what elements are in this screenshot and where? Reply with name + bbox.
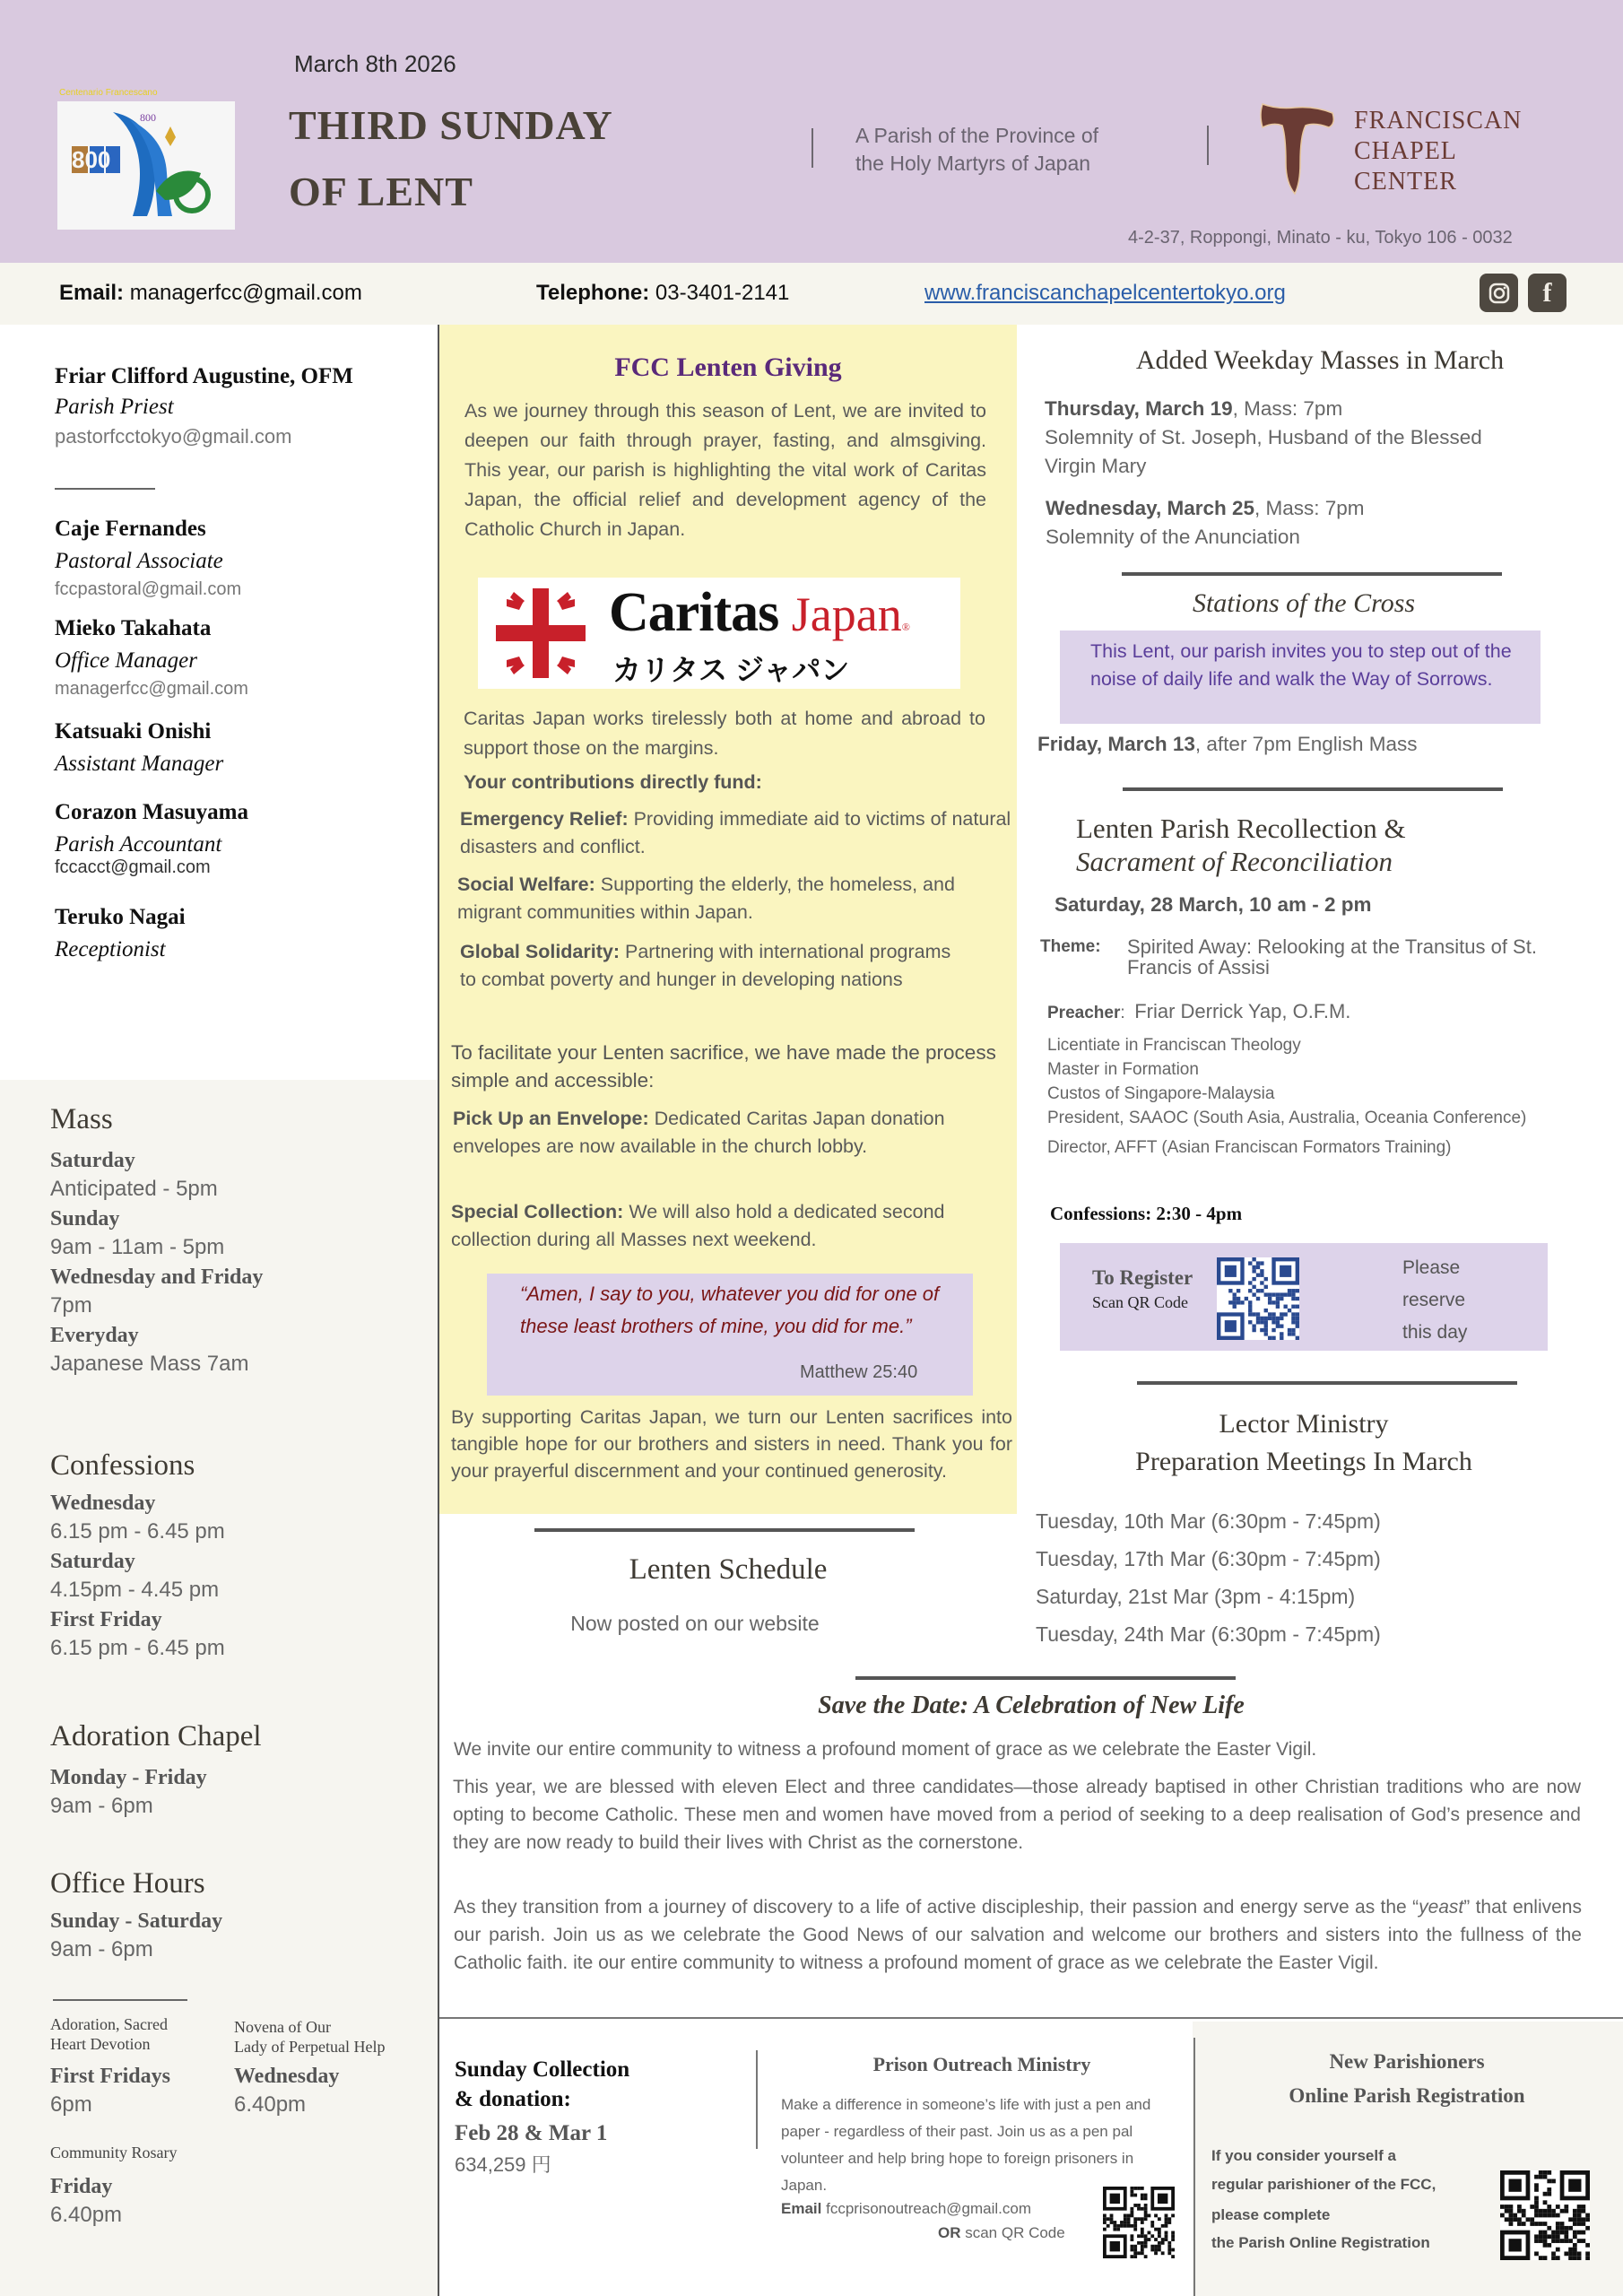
credential: Master in Formation (1047, 1060, 1199, 1079)
credential: Custos of Singapore-Malaysia (1047, 1084, 1275, 1103)
org-line-1: FRANCISCAN (1354, 107, 1523, 135)
new-parishioners-text (1211, 2142, 1436, 2258)
weekday-masses-title: Added Weekday Masses in March (1135, 345, 1505, 375)
section-divider (1122, 572, 1502, 576)
caritas-japan-logo[interactable] (478, 578, 960, 689)
section-heading: Confessions (50, 1449, 195, 1482)
phone-number[interactable]: 03-3401-2141 (655, 281, 790, 305)
prison-ministry-text: Make a difference in someone’s life with just a pen and paper - regardless of their past. Join us as a pen pal volunteer and help bring hope to foreign prisoners in Japan. (781, 2096, 1151, 2194)
schedule-time: 6.40pm (50, 2203, 123, 2227)
caritas-word: Caritas (609, 582, 779, 643)
section-divider (855, 1676, 1236, 1680)
lector-meetings (1036, 1502, 1381, 1653)
lector-title (1017, 1405, 1591, 1481)
save-paragraph (454, 1893, 1582, 1977)
mass-date: Wednesday, March 25 (1046, 497, 1255, 519)
credential: Licentiate in Franciscan Theology (1047, 1036, 1301, 1055)
paragraph-part: As they transition from a journey of discovery to a life of active discipleship, their passion and energy serve as the “ (454, 1897, 1419, 1918)
reserve-note (1402, 1252, 1467, 1349)
giving-closing: By supporting Caritas Japan, we turn our Lenten sacrifices into tangible hope for our brothers and sisters in need. Thank you for your prayerful discernment and your continued generosity. (451, 1406, 1012, 1482)
email-link[interactable]: managerfcc@gmail.com (129, 281, 362, 305)
staff-role: Pastoral Associate (55, 549, 223, 573)
way-text: Dedicated Caritas Japan donation envelopes are now available in the church lobby. (453, 1108, 945, 1157)
staff-divider (55, 488, 155, 490)
way-label: Pick Up an Envelope: (453, 1108, 649, 1129)
contact-phone (536, 281, 789, 306)
reserve-line: this day (1402, 1322, 1468, 1343)
preacher-line: Preacher: Friar Derrick Yap, O.F.M. (1047, 1000, 1351, 1022)
section-heading: Adoration Chapel (50, 1720, 262, 1752)
save-the-date-title: Save the Date: A Celebration of New Life (818, 1692, 1245, 1719)
staff-name: Katsuaki Onishi (55, 719, 212, 744)
fund-text: Partnering with international programs to combat poverty and hunger in developing nations (460, 941, 951, 990)
schedule-time: 6.15 pm - 6.45 pm (50, 1636, 225, 1660)
recollection-confessions: Confessions: 2:30 - 4pm (1050, 1203, 1243, 1224)
header-divider (812, 128, 813, 168)
tagline-line-2: the Holy Martyrs of Japan (855, 152, 1091, 175)
tagline-line-1: A Parish of the Province of (855, 124, 1099, 147)
schedule-time: 4.15pm - 4.45 pm (50, 1578, 220, 1602)
recollection-theme: Spirited Away: Relooking at the Transitus of St. Francis of Assisi (1127, 935, 1537, 978)
fund-item (460, 805, 1016, 861)
org-line-3: CENTER (1354, 168, 1457, 196)
scripture-quote: “Amen, I say to you, whatever you did for one of these least brothers of mine, you did for me.” (520, 1283, 940, 1337)
mass-schedule (50, 1103, 427, 1377)
giving-intro: As we journey through this season of Lent, we are invited to deepen our faith through prayer, fasting, and almsgiving. This year, our parish is highlighting the vital work of Caritas Japan, the official relief and development agency of the Catholic Church in Japan. (464, 400, 986, 540)
devotion-heading: Heart Devotion (50, 2035, 151, 2053)
text-line: regular parishioner of the FCC, (1211, 2176, 1436, 2193)
prison-qr-code[interactable] (1103, 2187, 1175, 2258)
theme-label: Theme: (1040, 937, 1101, 956)
caritas-wordmark (609, 581, 909, 645)
staff-list (55, 364, 431, 962)
fund-heading: Your contributions directly fund: (464, 771, 762, 793)
staff-member (55, 905, 431, 962)
schedule-day: Sunday (50, 1207, 120, 1231)
bottom-column-divider (1193, 2038, 1195, 2296)
org-line-2: CHAPEL (1354, 137, 1457, 165)
mass-time: , Mass: 7pm (1232, 397, 1343, 420)
tau-cross-icon (1259, 100, 1340, 197)
schedule-day: Saturday (50, 1550, 135, 1573)
prison-email-line (781, 2200, 1031, 2218)
collection-title: Sunday Collection (455, 2057, 630, 2082)
staff-name: Teruko Nagai (55, 905, 186, 929)
logo-number: 800 (72, 146, 111, 173)
staff-email[interactable]: managerfcc@gmail.com (55, 679, 248, 699)
qr-code-icon (1103, 2187, 1175, 2258)
schedule-day: First Fridays (50, 2065, 170, 2088)
adoration-schedule (50, 1720, 427, 1819)
lenten-giving-title: FCC Lenten Giving (614, 352, 842, 382)
fund-text: Supporting the elderly, the homeless, and migrant communities within Japan. (457, 874, 955, 923)
stations-date: Friday, March 13 (1037, 733, 1195, 755)
schedule-day: Wednesday (50, 1492, 156, 1515)
title-line-1: Lector Ministry (1219, 1409, 1389, 1439)
centenary-logo (57, 101, 235, 230)
register-heading: To Register (1092, 1266, 1193, 1289)
schedule-day: First Friday (50, 1608, 162, 1631)
fund-label: Social Welfare: (457, 874, 595, 895)
credential: Director, AFFT (Asian Franciscan Formators Training) (1047, 1138, 1452, 1157)
title-line-2: Online Parish Registration (1289, 2084, 1525, 2107)
staff-role: Office Manager (55, 648, 197, 673)
facilitate-text: To facilitate your Lenten sacrifice, we have made the process simple and accessible: (451, 1041, 996, 1091)
paragraph-part: ” that enlivens our parish. Join us as we celebrate the Good News of our salvation and welcome our brothers and sisters into the fullness of the Catholic faith. ite our entire community to witness a profound moment of grace as we celebrate the Easter Vigil. (454, 1897, 1582, 1973)
preacher-label: Preacher (1047, 1004, 1121, 1022)
devotion-heading: Lady of Perpetual Help (234, 2038, 386, 2056)
bulletin-date: March 8th 2026 (294, 50, 456, 77)
schedule-time: Anticipated - 5pm (50, 1177, 218, 1201)
save-paragraph: This year, we are blessed with eleven Elect and three candidates—those already baptised in other Christian traditions who are now opting to become Catholic. These men and women have moved from a period of seeking to a deep realisation of God’s presence and they are now ready to build their lives with Christ as the cornerstone. (453, 1777, 1581, 1853)
devotion-divider (53, 1999, 187, 2001)
register-text (1092, 1266, 1193, 1312)
sunday-collection (455, 2057, 742, 2178)
section-heading: Office Hours (50, 1867, 205, 1900)
address: 4-2-37, Roppongi, Minato - ku, Tokyo 106 - 0032 (1128, 228, 1513, 248)
lenten-schedule-link[interactable]: Now posted on our website (570, 1612, 820, 1635)
organization-name (1354, 106, 1522, 197)
schedule-day: Wednesday and Friday (50, 1265, 264, 1289)
staff-member (55, 364, 431, 448)
confession-schedule (50, 1449, 427, 1661)
page-title (289, 92, 613, 225)
text-line: please complete (1211, 2206, 1331, 2223)
staff-role: Parish Priest (55, 395, 174, 419)
section-divider (534, 1528, 915, 1532)
preacher-credentials (1047, 1033, 1549, 1160)
section-divider (1123, 787, 1503, 791)
qr-code-icon (1217, 1257, 1299, 1340)
schedule-day: Sunday - Saturday (50, 1909, 223, 1933)
title-line-1: THIRD SUNDAY (289, 102, 613, 148)
email-label: Email: (59, 281, 125, 305)
logo-caption: Centenario Francescano (59, 88, 158, 98)
staff-role: Receptionist (55, 937, 166, 961)
registration-qr-code[interactable] (1500, 2170, 1590, 2260)
facebook-button[interactable] (1528, 274, 1567, 312)
contact-email (59, 281, 362, 306)
japan-word: Japan (791, 587, 902, 641)
staff-name: Corazon Masuyama (55, 800, 248, 824)
caritas-cross-icon (487, 579, 595, 687)
prison-email[interactable]: fccprisonoutreach@gmail.com (826, 2200, 1031, 2217)
register-subheading: Scan QR Code (1092, 1293, 1188, 1311)
meeting-item: Tuesday, 10th Mar (6:30pm - 7:45pm) (1036, 1509, 1381, 1533)
weekday-mass-item (1046, 494, 1601, 552)
staff-member (55, 616, 431, 700)
staff-member (55, 517, 431, 600)
or-label: OR (938, 2224, 961, 2241)
reserve-line: Please (1402, 1257, 1461, 1278)
schedule-time: 6.40pm (234, 2092, 307, 2117)
register-qr-code[interactable] (1217, 1257, 1299, 1340)
lenten-schedule-title: Lenten Schedule (629, 1553, 828, 1586)
schedule-time: 9am - 11am - 5pm (50, 1235, 225, 1259)
staff-name: Friar Clifford Augustine, OFM (55, 364, 353, 388)
meeting-item: Tuesday, 24th Mar (6:30pm - 7:45pm) (1036, 1622, 1381, 1646)
section-divider (1137, 1381, 1517, 1385)
staff-email[interactable]: pastorfcctokyo@gmail.com (55, 425, 292, 448)
new-parishioners-title (1196, 2045, 1618, 2113)
prison-qr-line (938, 2224, 1065, 2242)
title-line-1: New Parishioners (1329, 2050, 1485, 2073)
staff-role: Assistant Manager (55, 752, 224, 776)
fund-item (457, 871, 1013, 926)
prison-ministry-title: Prison Outreach Ministry (872, 2053, 1091, 2075)
parish-tagline (855, 122, 1098, 178)
instagram-icon (1488, 282, 1511, 305)
staff-role: Parish Accountant (55, 832, 222, 857)
schedule-time: 6.15 pm - 6.45 pm (50, 1519, 225, 1544)
centenary-logo-graphic (57, 101, 235, 230)
collection-title: & donation: (455, 2087, 571, 2111)
scripture-reference: Matthew 25:40 (800, 1362, 918, 1382)
staff-member (55, 800, 431, 878)
mass-date: Thursday, March 19 (1045, 397, 1233, 420)
mass-time: , Mass: 7pm (1254, 497, 1365, 519)
schedule-day: Friday (50, 2175, 113, 2198)
way-text: We will also hold a dedicated second collection during all Masses next weekend. (451, 1201, 945, 1250)
qr-code-icon (1500, 2170, 1590, 2260)
way-label: Special Collection: (451, 1201, 624, 1222)
mass-description: Solemnity of the Anunciation (1046, 526, 1300, 548)
meeting-item: Saturday, 21st Mar (3pm - 4:15pm) (1036, 1585, 1356, 1608)
office-hours (50, 1867, 427, 1962)
recollection-title (1076, 812, 1578, 878)
bottom-column-divider (756, 2050, 758, 2149)
devotion-rosary (50, 2143, 247, 2228)
title-line-2: Sacrament of Reconciliation (1076, 846, 1393, 877)
schedule-day: Everyday (50, 1324, 139, 1347)
devotion-novena (234, 2017, 436, 2118)
stations-title: Stations of the Cross (1192, 588, 1416, 618)
header-divider (1207, 126, 1209, 165)
email-label: Email (781, 2200, 822, 2217)
caritas-description: Caritas Japan works tirelessly both at home and abroad to support those on the margins. (464, 708, 985, 759)
caritas-kana: カリタス ジャパン (612, 654, 850, 686)
text-line: If you consider yourself a (1211, 2147, 1396, 2164)
devotion-first-fridays (50, 2014, 230, 2118)
schedule-time: 7pm (50, 1293, 92, 1318)
schedule-day: Monday - Friday (50, 1766, 207, 1789)
way-item (451, 1198, 989, 1254)
fund-label: Emergency Relief: (460, 808, 629, 830)
staff-member (55, 719, 431, 777)
schedule-time: 9am - 6pm (50, 1937, 153, 1961)
devotion-heading: Novena of Our (234, 2018, 331, 2036)
section-heading: Mass (50, 1103, 113, 1135)
devotion-heading: Community Rosary (50, 2144, 178, 2161)
title-line-1: Lenten Parish Recollection & (1076, 813, 1406, 844)
staff-name: Mieko Takahata (55, 616, 212, 640)
staff-email[interactable]: fccacct@gmail.com (55, 857, 211, 877)
title-line-2: OF LENT (289, 169, 473, 214)
collection-amount: 634,259 円 (455, 2153, 551, 2176)
phone-label: Telephone: (536, 281, 650, 305)
facebook-icon: f (1542, 277, 1552, 308)
stations-when (1037, 733, 1418, 756)
title-line-2: Preparation Meetings In March (1135, 1447, 1472, 1476)
credential: President, SAAOC (South Asia, Australia, Oceania Conference) (1047, 1109, 1527, 1127)
schedule-time: Japanese Mass 7am (50, 1352, 249, 1376)
collection-dates: Feb 28 & Mar 1 (455, 2121, 608, 2145)
fund-label: Global Solidarity: (460, 941, 620, 962)
preacher-name: Friar Derrick Yap, O.F.M. (1134, 1000, 1351, 1022)
instagram-button[interactable] (1480, 274, 1518, 312)
schedule-day: Saturday (50, 1149, 135, 1172)
way-item (453, 1105, 991, 1161)
meeting-item: Tuesday, 17th Mar (6:30pm - 7:45pm) (1036, 1547, 1381, 1570)
fund-item (460, 938, 958, 994)
devotion-heading: Adoration, Sacred (50, 2015, 168, 2033)
fund-text: Providing immediate aid to victims of natural disasters and conflict. (460, 808, 1011, 857)
svg-text:800: 800 (140, 111, 156, 124)
bottom-divider (439, 2017, 1623, 2019)
scan-text: scan QR Code (960, 2224, 1065, 2241)
emphasis: yeast (1419, 1897, 1464, 1918)
weekday-mass-item (1045, 395, 1601, 481)
schedule-time: 6pm (50, 2092, 92, 2117)
website-link[interactable]: www.franciscanchapelcentertokyo.org (924, 281, 1286, 305)
schedule-day: Wednesday (234, 2065, 340, 2088)
registration-link[interactable]: the Parish Online Registration (1211, 2234, 1430, 2251)
recollection-when: Saturday, 28 March, 10 am - 2 pm (1055, 893, 1372, 916)
reserve-line: reserve (1402, 1290, 1466, 1310)
save-paragraph: We invite our entire community to witness a profound moment of grace as we celebrate the Easter Vigil. (454, 1739, 1317, 1760)
stations-detail: , after 7pm English Mass (1194, 733, 1418, 755)
mass-description: Solemnity of St. Joseph, Husband of the Blessed Virgin Mary (1045, 426, 1482, 477)
registered-mark: ® (901, 621, 909, 633)
staff-email[interactable]: fccpastoral@gmail.com (55, 579, 242, 599)
schedule-time: 9am - 6pm (50, 1794, 153, 1818)
staff-name: Caje Fernandes (55, 517, 206, 541)
stations-text: This Lent, our parish invites you to step out of the noise of daily life and walk the Way of Sorrows. (1090, 640, 1512, 690)
